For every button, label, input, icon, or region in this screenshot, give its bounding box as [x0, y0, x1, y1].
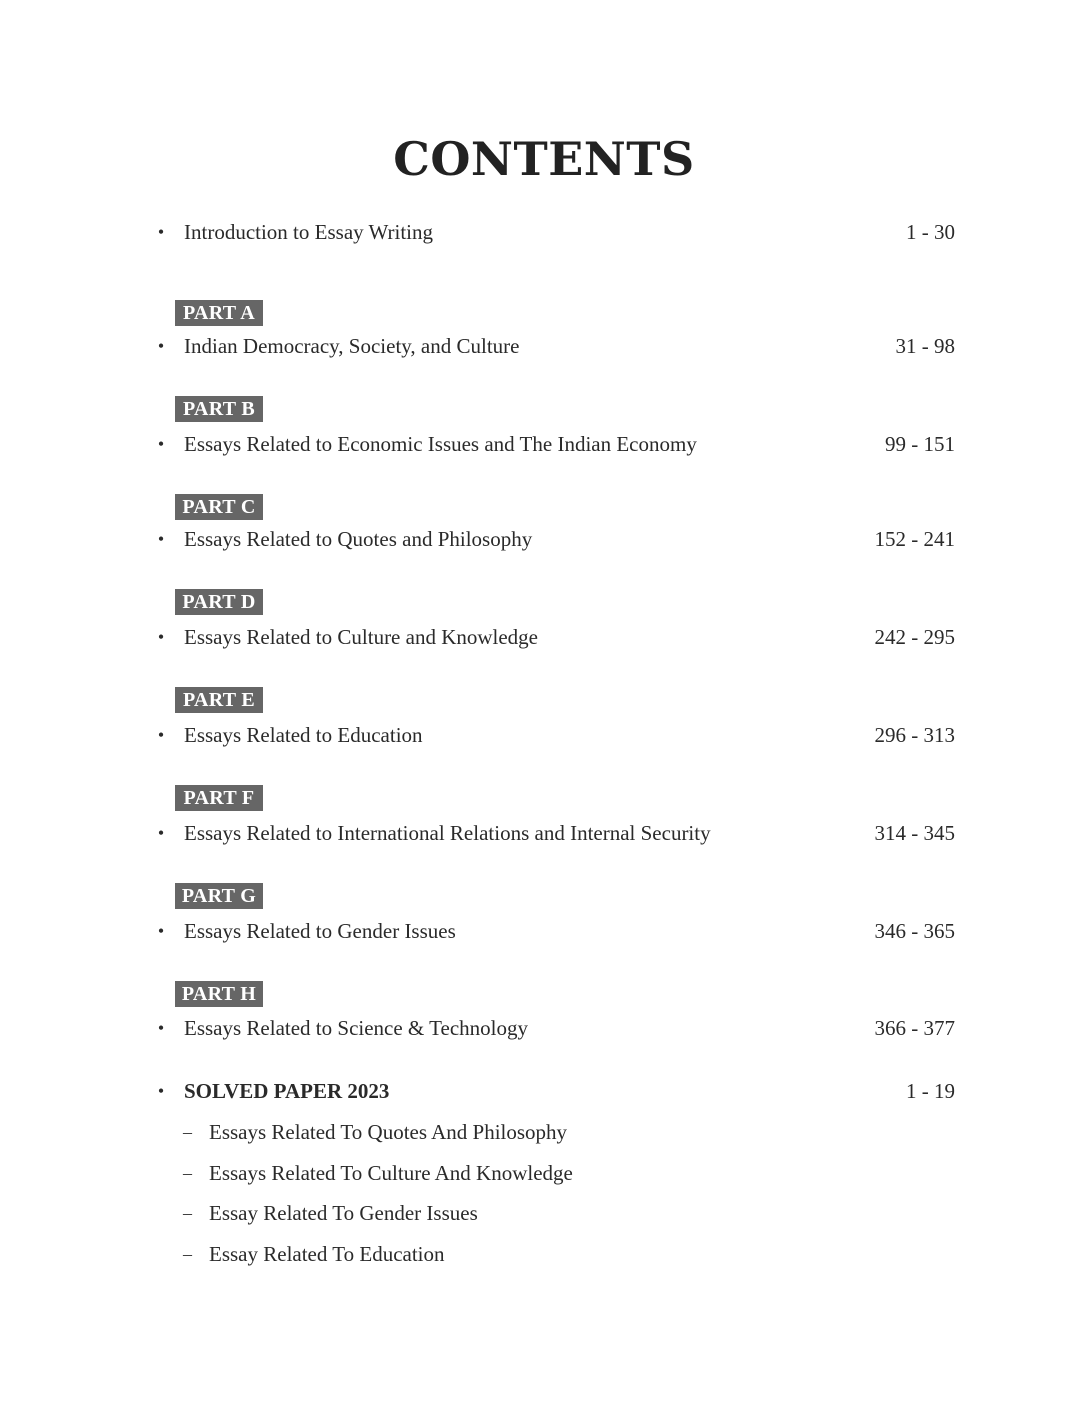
part-a-badge: PART A	[175, 300, 263, 326]
toc-entry-solved-paper	[0, 1076, 1088, 1106]
toc-entry-pages: 31 - 98	[895, 334, 955, 358]
bullet-icon: •	[157, 725, 165, 745]
dash-icon: –	[183, 1163, 192, 1183]
bullet-icon: •	[157, 434, 165, 454]
subitem-label: Essay Related To Education	[209, 1242, 445, 1266]
toc-entry-label: Essays Related to International Relations and Internal Security	[184, 821, 711, 845]
toc-entry-pages: 99 - 151	[885, 432, 955, 456]
solved-paper-subitem	[0, 1239, 1088, 1269]
toc-entry-part-f	[0, 818, 1088, 848]
toc-entry-pages: 346 - 365	[874, 919, 955, 943]
toc-entry-pages: 242 - 295	[874, 625, 955, 649]
bullet-icon: •	[157, 627, 165, 647]
toc-entry-label: Essays Related to Science & Technology	[184, 1016, 528, 1040]
subitem-label: Essay Related To Gender Issues	[209, 1201, 478, 1225]
subitem-label: Essays Related To Culture And Knowledge	[209, 1161, 573, 1185]
toc-entry-pages: 296 - 313	[874, 723, 955, 747]
subitem-label: Essays Related To Quotes And Philosophy	[209, 1120, 568, 1144]
dash-icon: –	[183, 1203, 192, 1223]
part-e-badge: PART E	[175, 687, 263, 713]
toc-entry-label: Indian Democracy, Society, and Culture	[184, 334, 520, 358]
toc-entry-pages: 1 - 19	[906, 1079, 955, 1103]
toc-entry-label: Essays Related to Education	[184, 723, 423, 747]
toc-entry-part-h	[0, 1013, 1088, 1043]
page-title: CONTENTS	[393, 132, 695, 186]
toc-entry-part-a	[0, 331, 1088, 361]
toc-entry-part-c	[0, 524, 1088, 554]
toc-entry-label: Essays Related to Gender Issues	[184, 919, 456, 943]
part-f-badge: PART F	[175, 785, 263, 811]
toc-entry-pages: 366 - 377	[874, 1016, 955, 1040]
toc-entry-part-e	[0, 720, 1088, 750]
part-d-badge: PART D	[175, 589, 263, 615]
toc-entry-label: Essays Related to Economic Issues and The Indian Economy	[184, 432, 697, 456]
bullet-icon: •	[157, 529, 165, 549]
part-c-badge: PART C	[175, 494, 263, 520]
toc-entry-part-g	[0, 916, 1088, 946]
toc-entry-label: Essays Related to Culture and Knowledge	[184, 625, 539, 649]
bullet-icon: •	[157, 222, 165, 242]
toc-entry-label: Essays Related to Quotes and Philosophy	[184, 527, 533, 551]
part-g-badge: PART G	[175, 883, 263, 909]
bullet-icon: •	[157, 1081, 165, 1101]
part-b-badge: PART B	[175, 396, 263, 422]
toc-entry-introduction	[0, 217, 1088, 247]
toc-entry-pages: 314 - 345	[874, 821, 955, 845]
toc-entry-part-d	[0, 622, 1088, 652]
dash-icon: –	[183, 1244, 192, 1264]
part-h-badge: PART H	[175, 981, 263, 1007]
toc-entry-pages: 152 - 241	[874, 527, 955, 551]
toc-entry-label: SOLVED PAPER 2023	[184, 1079, 390, 1103]
bullet-icon: •	[157, 823, 165, 843]
solved-paper-subitem	[0, 1158, 1088, 1188]
toc-entry-part-b	[0, 429, 1088, 459]
bullet-icon: •	[157, 1018, 165, 1038]
bullet-icon: •	[157, 921, 165, 941]
dash-icon: –	[183, 1122, 192, 1142]
toc-entry-pages: 1 - 30	[906, 220, 955, 244]
solved-paper-subitem	[0, 1198, 1088, 1228]
toc-entry-label: Introduction to Essay Writing	[184, 220, 433, 244]
solved-paper-subitem	[0, 1117, 1088, 1147]
bullet-icon: •	[157, 336, 165, 356]
